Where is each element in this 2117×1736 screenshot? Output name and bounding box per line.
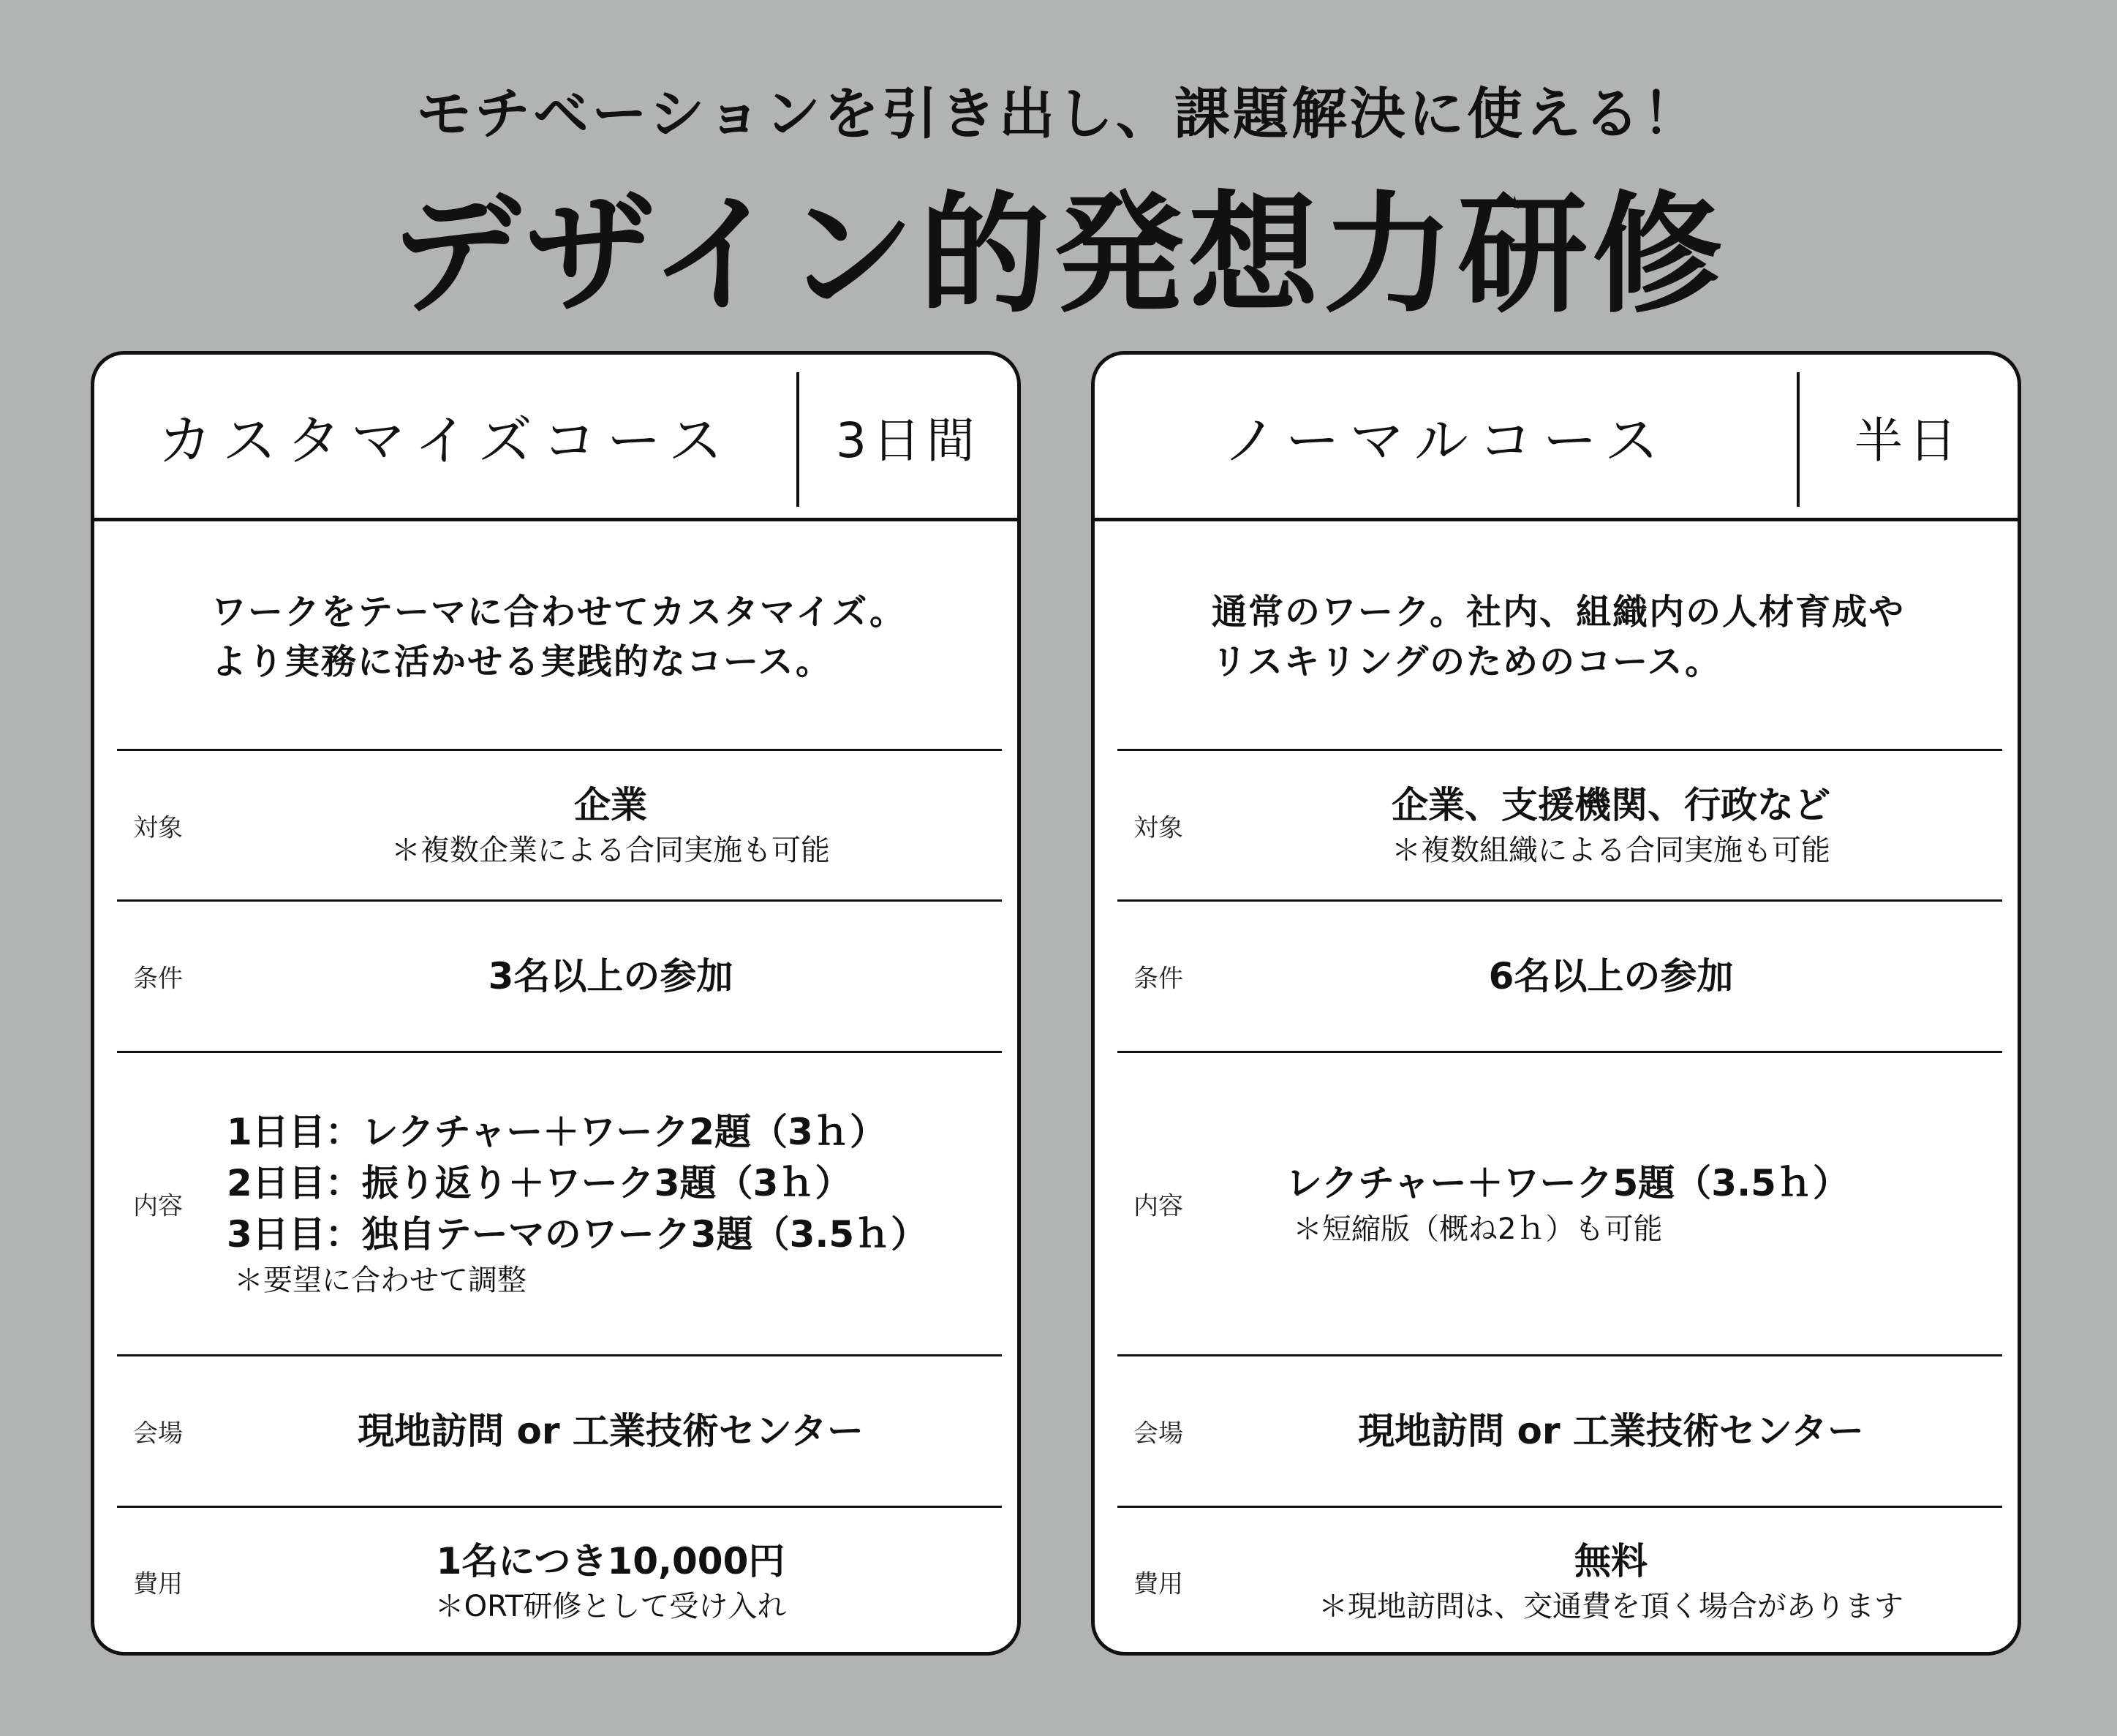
content-list xyxy=(1286,1158,1849,1250)
row-body xyxy=(227,1053,1002,1354)
content-note: ＊要望に合わせて調整 xyxy=(234,1264,527,1297)
course-card-normal xyxy=(1091,351,2021,1656)
row-body xyxy=(219,1508,1002,1656)
row-body xyxy=(219,902,1002,1051)
course-name: カスタマイズコース xyxy=(157,409,733,472)
row-content xyxy=(1117,1051,2002,1354)
condition-value: 3名以上の参加 xyxy=(488,955,733,997)
content-line: 1日目：レクチャー＋ワーク2題（3ｈ） xyxy=(227,1111,886,1153)
row-label: 費用 xyxy=(133,1569,183,1599)
row-venue xyxy=(1117,1354,2002,1506)
course-description xyxy=(211,587,986,687)
row-body xyxy=(1220,1508,2002,1656)
course-description xyxy=(1212,587,1987,687)
description-line: 通常のワーク。社内、組織内の人材育成や xyxy=(1212,592,1906,633)
condition-value: 6名以上の参加 xyxy=(1488,955,1734,997)
description-line: リスキリングのためのコース。 xyxy=(1212,641,1722,682)
course-duration: 半日 xyxy=(1854,412,1963,469)
content-note: ＊短縮版（概ね2ｈ）も可能 xyxy=(1293,1212,1663,1246)
row-body xyxy=(1286,1053,2002,1354)
course-duration: 3日間 xyxy=(836,412,981,469)
fee-value: 1名につき10,000円 xyxy=(436,1540,785,1582)
row-label: 対象 xyxy=(133,813,183,842)
content-line: 3日目：独自テーマのワーク3題（3.5ｈ） xyxy=(227,1213,928,1256)
row-label: 条件 xyxy=(1133,964,1183,994)
row-condition xyxy=(1117,899,2002,1051)
row-label: 費用 xyxy=(1133,1569,1183,1599)
row-target xyxy=(1117,749,2002,899)
page-subtitle: モチベーションを引き出し、課題解決に使える！ xyxy=(416,81,1701,146)
card-header xyxy=(94,355,1017,521)
content-line: レクチャー＋ワーク5題（3.5ｈ） xyxy=(1286,1162,1849,1204)
course-card-customize xyxy=(91,351,1021,1656)
row-label: 内容 xyxy=(1133,1191,1183,1221)
row-body xyxy=(219,1356,1002,1506)
page-title: デザイン的発想力研修 xyxy=(390,179,1727,331)
row-label: 条件 xyxy=(133,964,183,994)
course-name: ノーマルコース xyxy=(1222,409,1669,472)
description-line: ワークをテーマに合わせてカスタマイズ。 xyxy=(211,592,907,633)
row-condition xyxy=(117,899,1002,1051)
target-value: 企業、支援機関、行政など xyxy=(1392,783,1830,826)
row-content xyxy=(117,1051,1002,1354)
target-value: 企業 xyxy=(574,783,647,826)
row-target xyxy=(117,749,1002,899)
venue-value: 現地訪問 or 工業技術センター xyxy=(1358,1410,1864,1452)
target-note: ＊複数企業による合同実施も可能 xyxy=(391,833,830,867)
row-body xyxy=(1220,902,2002,1051)
content-list xyxy=(227,1106,927,1301)
fee-note: ＊ORT研修として受け入れ xyxy=(434,1590,787,1623)
row-label: 会場 xyxy=(1133,1419,1183,1449)
row-body xyxy=(1220,1356,2002,1506)
row-label: 対象 xyxy=(1133,813,1183,842)
row-fee xyxy=(117,1506,1002,1656)
venue-value: 現地訪問 or 工業技術センター xyxy=(358,1410,864,1452)
card-header xyxy=(1095,355,2018,521)
row-body xyxy=(1220,751,2002,899)
target-note: ＊複数組織による合同実施も可能 xyxy=(1392,833,1830,867)
fee-value: 無料 xyxy=(1574,1540,1648,1582)
row-body xyxy=(219,751,1002,899)
description-line: より実務に活かせる実践的なコース。 xyxy=(211,641,833,682)
row-fee xyxy=(1117,1506,2002,1656)
row-label: 会場 xyxy=(133,1419,183,1449)
fee-note: ＊現地訪問は、交通費を頂く場合があります xyxy=(1318,1590,1903,1623)
row-venue xyxy=(117,1354,1002,1506)
content-line: 2日目：振り返り＋ワーク3題（3ｈ） xyxy=(227,1162,852,1204)
row-label: 内容 xyxy=(133,1191,183,1221)
